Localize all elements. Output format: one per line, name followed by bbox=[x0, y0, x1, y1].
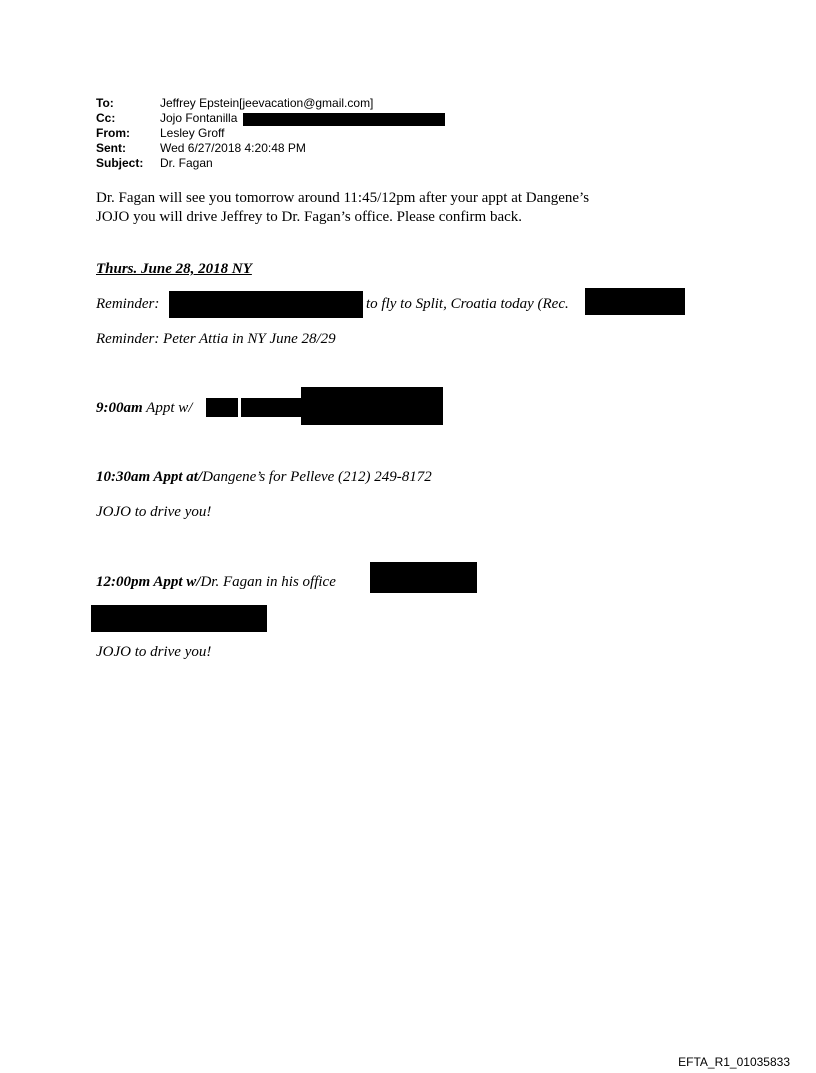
redaction-reminder-rec bbox=[585, 288, 685, 315]
appt-3 bbox=[96, 574, 336, 591]
appt-3-time: 12:00pm Appt w/ bbox=[96, 574, 201, 590]
date-heading: Thurs. June 28, 2018 NY bbox=[96, 261, 252, 277]
reminder-1-middle: to fly to Split, Croatia today (Rec. bbox=[366, 296, 569, 312]
appt-2 bbox=[96, 469, 432, 486]
redaction-appt-3-address bbox=[91, 605, 267, 632]
from-label: From: bbox=[96, 126, 130, 140]
appt-1-time: 9:00am bbox=[96, 400, 143, 416]
appt-2-time: 10:30am Appt at/ bbox=[96, 469, 203, 485]
from-value: Lesley Groff bbox=[160, 126, 225, 140]
redaction-appt-1-c bbox=[301, 387, 443, 425]
subject-row bbox=[96, 156, 373, 171]
redaction-cc-email bbox=[243, 113, 445, 126]
reminder-2: Reminder: Peter Attia in NY June 28/29 bbox=[96, 331, 336, 347]
email-body bbox=[96, 189, 589, 227]
sent-row bbox=[96, 141, 373, 156]
subject-value: Dr. Fagan bbox=[160, 156, 213, 170]
sent-label: Sent: bbox=[96, 141, 126, 155]
redaction-reminder-name bbox=[169, 291, 363, 318]
appt-1-text: Appt w/ bbox=[146, 400, 193, 416]
body-line-1: Dr. Fagan will see you tomorrow around 11:45/12pm after your appt at Dangene’s bbox=[96, 190, 590, 206]
redaction-appt-1-b bbox=[241, 398, 303, 417]
reminder-1-prefix: Reminder: bbox=[96, 296, 160, 312]
appt-2-note: JOJO to drive you! bbox=[96, 504, 212, 520]
cc-value: Jojo Fontanilla bbox=[160, 111, 238, 125]
redaction-appt-3-office bbox=[370, 562, 477, 593]
appt-2-text: Dangene’s for Pelleve (212) 249-8172 bbox=[202, 469, 432, 485]
to-row bbox=[96, 96, 373, 111]
to-label: To: bbox=[96, 96, 114, 110]
appt-1 bbox=[96, 400, 192, 417]
subject-label: Subject: bbox=[96, 156, 144, 170]
document-id: EFTA_R1_01035833 bbox=[678, 1055, 790, 1069]
to-value: Jeffrey Epstein[jeevacation@gmail.com] bbox=[160, 96, 374, 110]
cc-label: Cc: bbox=[96, 111, 116, 125]
appt-3-note: JOJO to drive you! bbox=[96, 644, 212, 660]
sent-value: Wed 6/27/2018 4:20:48 PM bbox=[160, 141, 306, 155]
redaction-appt-1-a bbox=[206, 398, 238, 417]
body-line-2: JOJO you will drive Jeffrey to Dr. Fagan’s office. Please confirm back. bbox=[96, 209, 523, 225]
from-row bbox=[96, 126, 373, 141]
email-header bbox=[96, 96, 373, 171]
appt-3-text: Dr. Fagan in his office bbox=[200, 574, 336, 590]
